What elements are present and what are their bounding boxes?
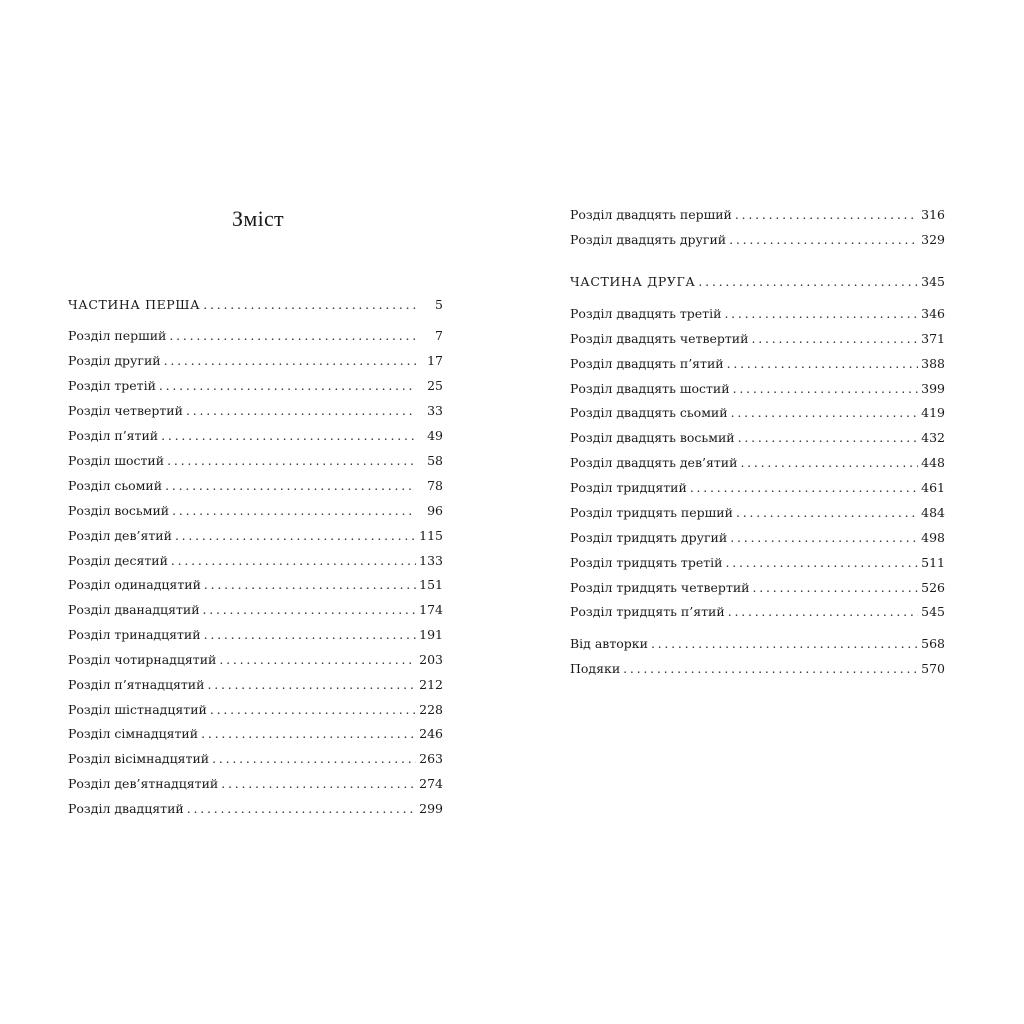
toc-entry-page-number: 461	[921, 480, 945, 495]
toc-entry-label: Розділ шістнадцятий	[68, 702, 210, 718]
dot-leader	[165, 478, 416, 494]
dot-leader	[623, 661, 918, 677]
toc-entry-label: Розділ четвертий	[68, 403, 186, 419]
toc-entry-label: Розділ двадцять п’ятий	[570, 356, 727, 372]
dot-leader	[212, 751, 416, 767]
toc-entry-label: Розділ дев’ятнадцятий	[68, 776, 221, 792]
dot-leader	[740, 455, 918, 471]
toc-entry-label: Розділ другий	[68, 353, 164, 369]
dot-leader	[169, 328, 416, 344]
dot-leader	[731, 405, 918, 421]
toc-entry-label: Розділ десятий	[68, 553, 171, 569]
dot-leader	[186, 403, 416, 419]
toc-entry-label: Розділ дев’ятий	[68, 528, 175, 544]
dot-leader	[724, 306, 918, 322]
dot-leader	[207, 677, 416, 693]
toc-entry-label: Розділ двадцять дев’ятий	[570, 455, 740, 471]
toc-entry-page-number: 545	[921, 604, 945, 619]
toc-entry	[68, 801, 443, 817]
toc-part-entry	[570, 274, 945, 290]
toc-entry-label: Розділ восьмий	[68, 503, 172, 519]
toc-entry-page-number: 329	[921, 232, 945, 247]
toc-entry-label: Розділ двадцять перший	[570, 207, 735, 223]
toc-entry	[570, 455, 945, 471]
dot-leader	[203, 602, 416, 618]
toc-entry	[68, 403, 443, 419]
toc-entry-page-number: 498	[921, 530, 945, 545]
dot-leader	[164, 353, 416, 369]
toc-entry	[570, 232, 945, 248]
toc-entry-page-number: 228	[419, 702, 443, 717]
toc-entry	[570, 604, 945, 620]
toc-entry	[570, 405, 945, 421]
toc-entry-page-number: 263	[419, 751, 443, 766]
dot-leader	[161, 428, 416, 444]
toc-entry-page-number: 388	[921, 356, 945, 371]
toc-entry-page-number: 17	[427, 353, 443, 368]
toc-entry-label: Розділ перший	[68, 328, 169, 344]
toc-entry-page-number: 484	[921, 505, 945, 520]
toc-entry	[68, 776, 443, 792]
dot-leader	[753, 580, 918, 596]
toc-entry-page-number: 78	[427, 478, 443, 493]
toc-entry-page-number: 419	[921, 405, 945, 420]
toc-entry-page-number: 568	[921, 636, 945, 651]
toc-entry	[68, 751, 443, 767]
toc-left-column	[68, 0, 443, 1024]
toc-entry	[570, 530, 945, 546]
toc-entry	[68, 528, 443, 544]
toc-entry	[570, 430, 945, 446]
toc-entry-page-number: 432	[921, 430, 945, 445]
toc-entry-page-number: 316	[921, 207, 945, 222]
toc-entry-label: Розділ двадцять другий	[570, 232, 729, 248]
toc-entry-page-number: 191	[419, 627, 443, 642]
toc-entry-label: Розділ тридцять третій	[570, 555, 725, 571]
toc-entry-page-number: 570	[921, 661, 945, 676]
toc-entry-label: Розділ третій	[68, 378, 159, 394]
dot-leader	[219, 652, 416, 668]
toc-entry	[570, 306, 945, 322]
toc-entry-label: Від авторки	[570, 636, 651, 652]
dot-leader	[735, 207, 918, 223]
toc-entry	[570, 356, 945, 372]
toc-entry	[68, 453, 443, 469]
dot-leader	[690, 480, 918, 496]
toc-entry-label: Розділ тридцять п’ятий	[570, 604, 728, 620]
dot-leader	[159, 378, 416, 394]
toc-entry-page-number: 151	[419, 577, 443, 592]
dot-leader	[210, 702, 416, 718]
toc-entry-page-number: 246	[419, 726, 443, 741]
dot-leader	[167, 453, 416, 469]
dot-leader	[651, 636, 918, 652]
toc-entry-label: Розділ шостий	[68, 453, 167, 469]
toc-entry-label: Розділ чотирнадцятий	[68, 652, 219, 668]
toc-entry	[68, 677, 443, 693]
toc-entry-page-number: 299	[419, 801, 443, 816]
dot-leader	[738, 430, 918, 446]
toc-entry-label: Розділ тридцять четвертий	[570, 580, 753, 596]
toc-entry-page-number: 399	[921, 381, 945, 396]
toc-entry-label: Розділ тридцятий	[570, 480, 690, 496]
toc-entry	[570, 661, 945, 677]
dot-leader	[736, 505, 918, 521]
toc-entry	[570, 555, 945, 571]
dot-leader	[204, 627, 416, 643]
dot-leader	[725, 555, 918, 571]
dot-leader	[175, 528, 416, 544]
toc-entry	[570, 580, 945, 596]
dot-leader	[751, 331, 918, 347]
toc-entry-page-number: 115	[419, 528, 443, 543]
toc-entry	[68, 378, 443, 394]
toc-entry-page-number: 174	[419, 602, 443, 617]
toc-entry	[570, 207, 945, 223]
toc-entry-label: Подяки	[570, 661, 623, 677]
toc-entry-page-number: 511	[921, 555, 945, 570]
dot-leader	[172, 503, 416, 519]
page-title: Зміст	[232, 206, 284, 231]
dot-leader	[221, 776, 416, 792]
toc-entry-page-number: 203	[419, 652, 443, 667]
toc-entry-page-number: 33	[427, 403, 443, 418]
toc-entry	[68, 627, 443, 643]
toc-entry-page-number: 5	[435, 297, 443, 312]
toc-entry	[68, 726, 443, 742]
toc-entry	[68, 478, 443, 494]
toc-entry-label: Розділ двадцять шостий	[570, 381, 733, 397]
toc-entry-page-number: 448	[921, 455, 945, 470]
toc-entry	[570, 636, 945, 652]
dot-leader	[201, 726, 416, 742]
toc-entry-label: Розділ сьомий	[68, 478, 165, 494]
toc-entry-page-number: 345	[921, 274, 945, 289]
toc-right-column	[570, 0, 945, 1024]
dot-leader	[729, 232, 918, 248]
toc-entry	[68, 353, 443, 369]
toc-entry	[68, 503, 443, 519]
dot-leader	[730, 530, 918, 546]
toc-entry-page-number: 212	[419, 677, 443, 692]
dot-leader	[727, 356, 918, 372]
toc-entry-label: ЧАСТИНА ПЕРША	[68, 297, 203, 313]
toc-entry	[68, 602, 443, 618]
toc-entry-label: Розділ двадцять четвертий	[570, 331, 751, 347]
toc-entry-label: Розділ двадцять сьомий	[570, 405, 731, 421]
toc-entry-label: Розділ п’ятнадцятий	[68, 677, 207, 693]
toc-entry-label: Розділ двадцять восьмий	[570, 430, 738, 446]
toc-entry-label: Розділ п’ятий	[68, 428, 161, 444]
toc-entry	[68, 652, 443, 668]
toc-entry-label: Розділ тридцять перший	[570, 505, 736, 521]
toc-entry-label: Розділ вісімнадцятий	[68, 751, 212, 767]
toc-entry	[68, 702, 443, 718]
toc-part-entry	[68, 297, 443, 313]
dot-leader	[203, 297, 416, 313]
toc-entry-label: Розділ тридцять другий	[570, 530, 730, 546]
toc-entry-label: Розділ тринадцятий	[68, 627, 204, 643]
dot-leader	[171, 553, 416, 569]
toc-entry-label: Розділ одинадцятий	[68, 577, 204, 593]
dot-leader	[728, 604, 918, 620]
toc-entry	[570, 480, 945, 496]
toc-entry	[570, 505, 945, 521]
toc-entry-page-number: 49	[427, 428, 443, 443]
toc-entry-label: ЧАСТИНА ДРУГА	[570, 274, 698, 290]
dot-leader	[698, 274, 918, 290]
toc-entry	[68, 428, 443, 444]
toc-entry	[570, 331, 945, 347]
toc-entry-label: Розділ дванадцятий	[68, 602, 203, 618]
dot-leader	[187, 801, 416, 817]
toc-entry-page-number: 58	[427, 453, 443, 468]
toc-entry	[570, 381, 945, 397]
toc-entry	[68, 328, 443, 344]
toc-entry-page-number: 371	[921, 331, 945, 346]
toc-entry-page-number: 346	[921, 306, 945, 321]
dot-leader	[204, 577, 416, 593]
dot-leader	[733, 381, 918, 397]
toc-entry	[68, 577, 443, 593]
toc-entry-page-number: 96	[427, 503, 443, 518]
toc-entry-page-number: 274	[419, 776, 443, 791]
toc-entry-label: Розділ двадцять третій	[570, 306, 724, 322]
toc-entry-page-number: 7	[435, 328, 443, 343]
toc-entry-page-number: 526	[921, 580, 945, 595]
toc-entry-label: Розділ двадцятий	[68, 801, 187, 817]
toc-entry-label: Розділ сімнадцятий	[68, 726, 201, 742]
toc-entry-page-number: 133	[419, 553, 443, 568]
toc-entry	[68, 553, 443, 569]
toc-entry-page-number: 25	[427, 378, 443, 393]
